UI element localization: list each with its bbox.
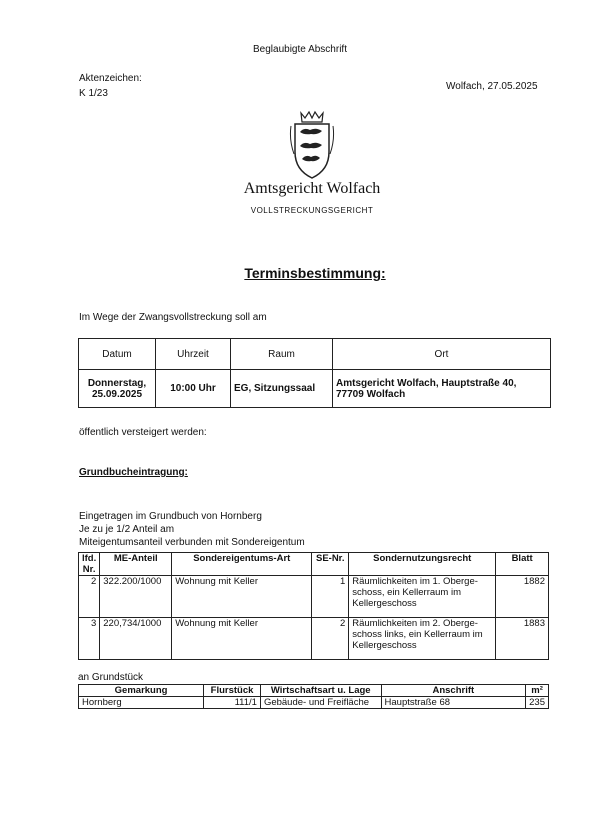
header-date: Datum xyxy=(79,339,156,370)
auction-text: öffentlich versteigert werden: xyxy=(79,427,207,438)
col-lfd-nr: lfd. Nr. xyxy=(79,553,100,576)
row-usage-right: Räumlichkeiten im 1. Oberge-schoss, ein Kellerraum im Kellergeschoss xyxy=(349,576,496,618)
col-wirtschaftsart: Wirtschaftsart u. Lage xyxy=(260,685,381,697)
appointment-place xyxy=(333,370,551,408)
header-room: Raum xyxy=(231,339,333,370)
appointment-room: EG, Sitzungssaal xyxy=(231,370,333,408)
intro-text: Im Wege der Zwangsvollstreckung soll am xyxy=(79,312,267,323)
appointment-table xyxy=(78,338,551,408)
row-nr: 3 xyxy=(79,618,100,660)
court-name: Amtsgericht Wolfach xyxy=(243,180,381,197)
col-area: m² xyxy=(526,685,549,697)
row-se-nr: 1 xyxy=(312,576,349,618)
header-place: Ort xyxy=(333,339,551,370)
date-weekday: Donnerstag, xyxy=(87,377,147,389)
land-register-heading: Grundbucheintragung: xyxy=(79,467,188,478)
document-type: Beglaubigte Abschrift xyxy=(253,44,347,55)
place-date: Wolfach, 27.05.2025 xyxy=(446,81,538,92)
row-me-share: 322.200/1000 xyxy=(100,576,172,618)
row-sheet: 1883 xyxy=(496,618,549,660)
file-reference-label: Aktenzeichen: xyxy=(79,73,142,84)
plot-wirtschaftsart: Gebäude- und Freifläche xyxy=(260,697,381,709)
appointment-date xyxy=(79,370,156,408)
plot-table xyxy=(78,684,549,709)
plot-label: an Grundstück xyxy=(78,672,144,683)
plot-anschrift: Hauptstraße 68 xyxy=(381,697,526,709)
file-reference: K 1/23 xyxy=(79,88,108,99)
col-se-nr: SE-Nr. xyxy=(312,553,349,576)
date-value: 25.09.2025 xyxy=(91,388,143,400)
court-department: VOLLSTRECKUNGSGERICHT xyxy=(250,206,374,215)
appointment-time: 10:00 Uhr xyxy=(156,370,231,408)
header-time: Uhrzeit xyxy=(156,339,231,370)
col-gemarkung: Gemarkung xyxy=(79,685,204,697)
register-text xyxy=(79,510,305,549)
place-line-1: Amtsgericht Wolfach, Hauptstraße 40, xyxy=(336,377,517,389)
place-line-2: 77709 Wolfach xyxy=(336,388,406,400)
col-me-share: ME-Anteil xyxy=(100,553,172,576)
register-line-2: Je zu je 1/2 Anteil am xyxy=(79,524,175,535)
register-line-3: Miteigentumsanteil verbunden mit Sondereigentum xyxy=(79,537,305,548)
col-se-type: Sondereigentums-Art xyxy=(172,553,312,576)
plot-gemarkung: Hornberg xyxy=(79,697,204,709)
table-row xyxy=(79,697,549,709)
col-flurstueck: Flurstück xyxy=(204,685,261,697)
plot-flurstueck: 111/1 xyxy=(204,697,261,709)
row-se-type: Wohnung mit Keller xyxy=(172,618,312,660)
plot-area: 235 xyxy=(526,697,549,709)
page-title: Terminsbestimmung: xyxy=(244,265,386,281)
register-line-1: Eingetragen im Grundbuch von Hornberg xyxy=(79,511,262,522)
row-sheet: 1882 xyxy=(496,576,549,618)
row-me-share: 220,734/1000 xyxy=(100,618,172,660)
table-row xyxy=(79,576,549,618)
col-usage-right: Sondernutzungsrecht xyxy=(349,553,496,576)
col-sheet: Blatt xyxy=(496,553,549,576)
row-se-nr: 2 xyxy=(312,618,349,660)
row-nr: 2 xyxy=(79,576,100,618)
row-usage-right: Räumlichkeiten im 2. Oberge-schoss links, ein Kellerraum im Kellergeschoss xyxy=(349,618,496,660)
row-se-type: Wohnung mit Keller xyxy=(172,576,312,618)
table-row xyxy=(79,618,549,660)
co-ownership-table xyxy=(78,552,549,660)
col-anschrift: Anschrift xyxy=(381,685,526,697)
coat-of-arms-icon xyxy=(289,110,335,180)
